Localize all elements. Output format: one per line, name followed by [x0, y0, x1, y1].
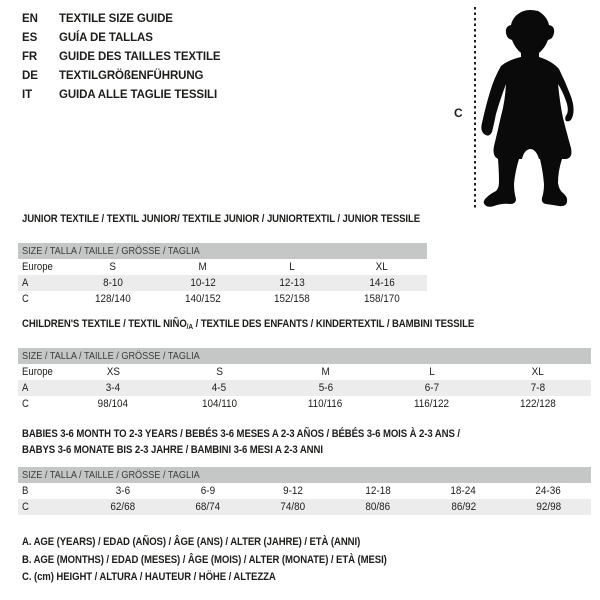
- size-value: 24-36: [535, 485, 562, 497]
- babies-title-line2: BABYS 3-6 MONATE BIS 2-3 JAHRE / BAMBINI 3-6 MESI A 2-3 ANNI: [22, 444, 323, 456]
- size-value: 5-6: [318, 382, 333, 394]
- size-table-row-c: [18, 291, 427, 307]
- row-label: Europe: [22, 261, 53, 273]
- language-row-es: [22, 29, 221, 48]
- baby-silhouette-image: [478, 6, 593, 212]
- legend-text-b: B. AGE (MONTHS) / EDAD (MESES) / ÂGE (MOIS) / ALTER (MONATE) / ETÀ (MESI): [22, 553, 387, 566]
- row-label: C: [22, 501, 29, 513]
- language-code: IT: [22, 89, 33, 101]
- row-label: A: [22, 382, 29, 394]
- size-table-row-a: [18, 380, 591, 396]
- size-table-row-c: [18, 396, 591, 412]
- size-value: 74/80: [280, 501, 306, 513]
- language-code: DE: [22, 70, 38, 82]
- size-value: 8-10: [102, 277, 123, 289]
- language-title: GUÍA DE TALLAS: [59, 32, 153, 44]
- size-value: 9-12: [283, 485, 303, 497]
- size-value: S: [109, 261, 117, 273]
- children-section-title: [22, 318, 542, 331]
- babies-title-line1: BABIES 3-6 MONTH TO 2-3 YEARS / BEBÉS 3-6 MESES A 2-3 AÑOS / BÉBÉS 3-6 MOIS À 2-3 ANS /: [22, 428, 460, 440]
- junior-section-title-text: JUNIOR TEXTILE / TEXTIL JUNIOR/ TEXTILE JUNIOR / JUNIORTEXTIL / JUNIOR TESSILE: [22, 213, 421, 225]
- size-value: 110/116: [308, 398, 343, 410]
- size-value: 98/104: [97, 398, 129, 410]
- size-table-row-a: [18, 275, 427, 291]
- size-value: 10-12: [189, 277, 216, 289]
- row-label: Europe: [22, 366, 53, 378]
- height-reference-dotted-line: [474, 7, 476, 208]
- size-table-row-c: [18, 499, 591, 515]
- language-title: TEXTILGRÖßENFÜHRUNG: [59, 70, 204, 82]
- row-label: C: [22, 293, 29, 305]
- size-value: 122/128: [520, 398, 556, 410]
- size-table-row-europe: [18, 364, 591, 380]
- size-header-bar: [18, 243, 427, 259]
- size-header-bar: [18, 467, 591, 483]
- size-value: 86/92: [450, 501, 476, 513]
- size-value: 7-8: [530, 382, 546, 394]
- size-value: 152/158: [274, 293, 311, 305]
- size-header-bar: [18, 348, 591, 364]
- children-section-title-text: [22, 318, 474, 331]
- size-header-text: SIZE / TALLA / TAILLE / GRÖSSE / TAGLIA: [22, 245, 200, 257]
- language-row-en: [22, 10, 221, 29]
- size-table-row-b: [18, 483, 591, 499]
- size-value: 3-4: [105, 382, 121, 394]
- size-value: 4-5: [212, 382, 227, 394]
- size-value: 18-24: [450, 485, 476, 497]
- size-value: 140/152: [184, 293, 221, 305]
- children-title-post: / TEXTILE DES ENFANTS / KINDERTEXTIL / BAMBINI TESSILE: [193, 318, 475, 330]
- size-value: 116/122: [414, 398, 450, 410]
- language-code: ES: [22, 32, 38, 44]
- size-value: 14-16: [369, 277, 395, 289]
- legend-text-a: A. AGE (YEARS) / EDAD (AÑOS) / ÂGE (ANS) / ALTER (JAHRE) / ETÀ (ANNI): [22, 536, 361, 548]
- size-table-row-europe: [18, 259, 427, 275]
- height-measure-label: C: [454, 106, 463, 120]
- size-value: 92/98: [536, 501, 561, 513]
- language-row-it: [22, 86, 221, 105]
- children-title-pre: CHILDREN'S TEXTILE / TEXTIL NIÑO: [22, 318, 187, 330]
- size-value: 80/86: [365, 501, 391, 513]
- size-value: 12-18: [365, 485, 391, 497]
- language-title: GUIDE DES TAILLES TEXTILE: [59, 51, 221, 63]
- size-value: 6-9: [200, 485, 215, 497]
- size-header-text: SIZE / TALLA / TAILLE / GRÖSSE / TAGLIA: [22, 469, 200, 481]
- language-title: TEXTILE SIZE GUIDE: [59, 13, 173, 25]
- size-value: 68/74: [195, 501, 221, 513]
- language-list: [22, 10, 221, 105]
- size-value: M: [321, 366, 330, 378]
- junior-section-title: [22, 213, 480, 225]
- size-value: 6-7: [424, 382, 439, 394]
- language-row-fr: [22, 48, 221, 67]
- babies-section-title: [22, 426, 525, 458]
- children-size-table: [18, 348, 591, 412]
- language-code: EN: [22, 13, 38, 25]
- row-label: B: [22, 485, 29, 497]
- measurement-legend: [22, 534, 441, 587]
- size-value: XL: [531, 366, 544, 378]
- size-value: M: [198, 261, 207, 273]
- size-value: L: [289, 261, 296, 273]
- junior-size-table: [18, 243, 427, 307]
- legend-text-c: C. (cm) HEIGHT / ALTURA / HAUTEUR / HÖHE / ALTEZZA: [22, 571, 276, 583]
- legend-line-b: [22, 552, 441, 570]
- legend-line-c: [22, 569, 441, 587]
- language-code: FR: [22, 51, 38, 63]
- legend-line-a: [22, 534, 441, 552]
- size-value: 128/140: [94, 293, 131, 305]
- size-value: 62/68: [110, 501, 135, 513]
- size-value: L: [428, 366, 435, 378]
- size-value: 3-6: [115, 485, 130, 497]
- language-title: GUIDA ALLE TAGLIE TESSILI: [59, 89, 218, 101]
- size-value: XL: [376, 261, 389, 273]
- size-value: 12-13: [279, 277, 306, 289]
- children-title-subscript: /A: [186, 322, 194, 331]
- row-label: A: [22, 277, 29, 289]
- size-value: 158/170: [364, 293, 401, 305]
- row-label: C: [22, 398, 29, 410]
- size-value: XS: [106, 366, 120, 378]
- size-value: 104/110: [201, 398, 237, 410]
- babies-size-table: [18, 467, 591, 515]
- size-value: S: [215, 366, 223, 378]
- language-row-de: [22, 67, 221, 86]
- size-header-text: SIZE / TALLA / TAILLE / GRÖSSE / TAGLIA: [22, 350, 200, 362]
